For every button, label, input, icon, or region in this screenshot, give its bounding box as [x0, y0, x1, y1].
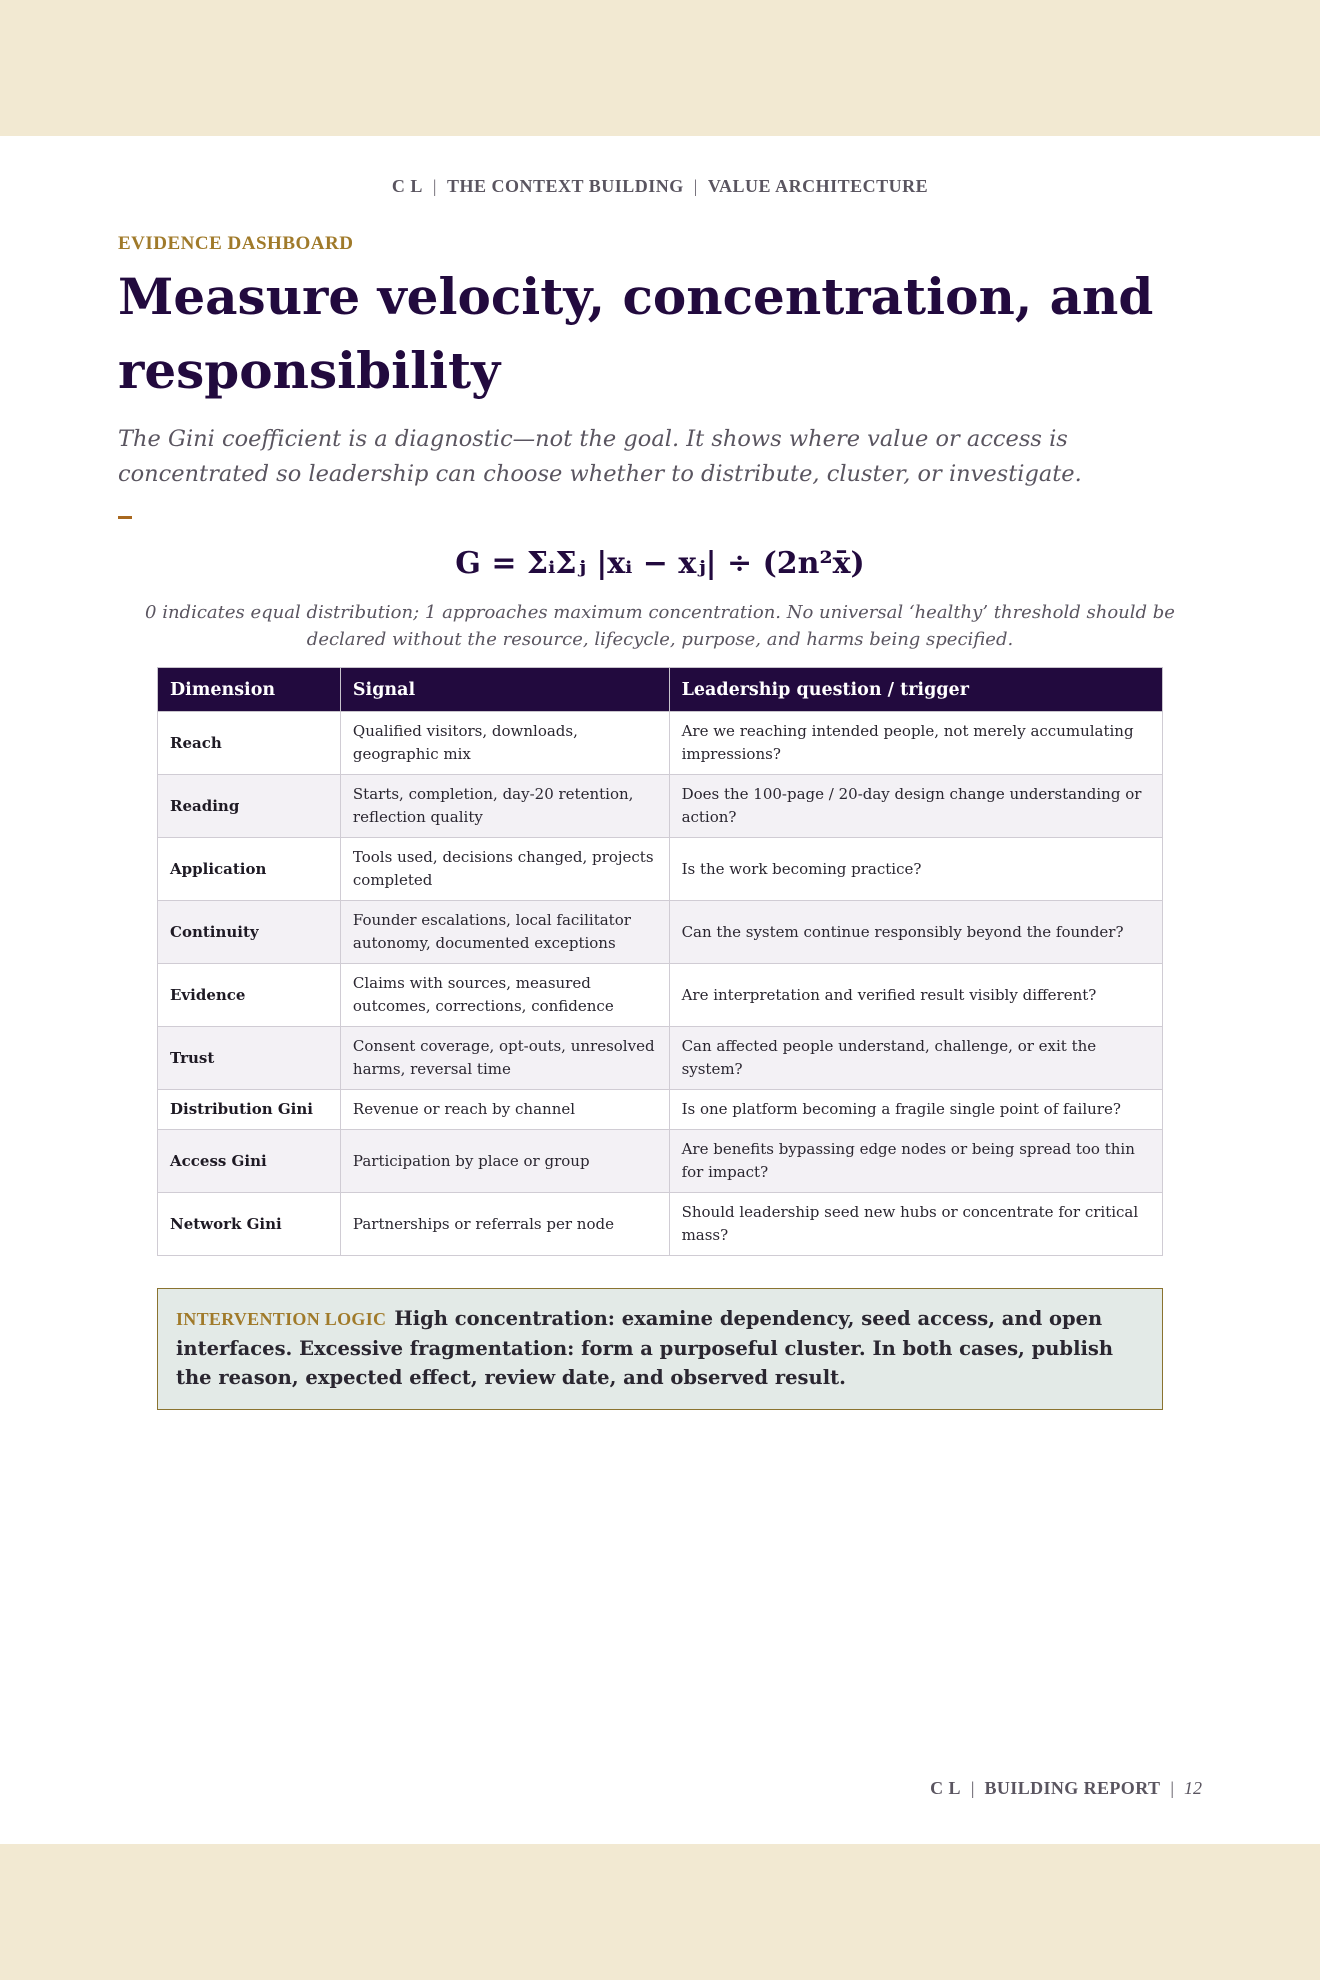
dimension-cell: Distribution Gini: [158, 1090, 341, 1130]
column-header-leadership-question: Leadership question / trigger: [669, 668, 1162, 712]
evidence-dashboard-table: [157, 667, 1163, 1256]
table-row: [158, 1193, 1163, 1256]
question-cell: Can the system continue responsibly beyond the founder?: [669, 901, 1162, 964]
question-cell: Is the work becoming practice?: [669, 838, 1162, 901]
table-row: [158, 712, 1163, 775]
gini-formula: G = ΣᵢΣⱼ |xᵢ − xⱼ| ÷ (2n²x̄): [455, 546, 865, 581]
table-row: [158, 1130, 1163, 1193]
signal-cell: Partnerships or referrals per node: [340, 1193, 669, 1256]
table-row: [158, 775, 1163, 838]
dimension-cell: Trust: [158, 1027, 341, 1090]
question-cell: Are interpretation and verified result visibly different?: [669, 964, 1162, 1027]
signal-cell: Participation by place or group: [340, 1130, 669, 1193]
section-eyebrow: EVIDENCE DASHBOARD: [118, 233, 354, 254]
question-cell: Can affected people understand, challenge, or exit the system?: [669, 1027, 1162, 1090]
dimension-cell: Application: [158, 838, 341, 901]
table-row: [158, 964, 1163, 1027]
header-section: THE CONTEXT BUILDING: [447, 176, 684, 196]
signal-cell: Founder escalations, local facilitator autonomy, documented exceptions: [340, 901, 669, 964]
formula-note: 0 indicates equal distribution; 1 approaches maximum concentration. No universal ‘healthy’ threshold should be declared without the resource, lifecycle, purpose, and harms being specified.: [145, 602, 1175, 650]
signal-cell: Consent coverage, opt-outs, unresolved harms, reversal time: [340, 1027, 669, 1090]
signal-cell: Claims with sources, measured outcomes, corrections, confidence: [340, 964, 669, 1027]
table-row: [158, 901, 1163, 964]
header-subsection: VALUE ARCHITECTURE: [707, 176, 929, 196]
table-row: [158, 1027, 1163, 1090]
header-brand: C L: [391, 176, 423, 196]
dimension-cell: Evidence: [158, 964, 341, 1027]
table-row: [158, 838, 1163, 901]
signal-cell: Qualified visitors, downloads, geographic mix: [340, 712, 669, 775]
page-title: Measure velocity, concentration, and responsibility: [118, 267, 1154, 400]
column-header-dimension: Dimension: [158, 668, 341, 712]
header-separator: |: [432, 176, 438, 196]
running-header: [0, 176, 1320, 197]
page-number: 12: [1184, 1778, 1202, 1798]
intervention-logic-callout: [157, 1288, 1163, 1410]
question-cell: Should leadership seed new hubs or concentrate for critical mass?: [669, 1193, 1162, 1256]
column-header-signal: Signal: [340, 668, 669, 712]
footer-separator: |: [970, 1778, 975, 1798]
table-row: [158, 1090, 1163, 1130]
footer-report-name: BUILDING REPORT: [984, 1778, 1161, 1798]
question-cell: Does the 100-page / 20-day design change understanding or action?: [669, 775, 1162, 838]
callout-tag: INTERVENTION LOGIC: [176, 1309, 387, 1329]
question-cell: Are we reaching intended people, not merely accumulating impressions?: [669, 712, 1162, 775]
signal-cell: Revenue or reach by channel: [340, 1090, 669, 1130]
lede-paragraph: The Gini coefficient is a diagnostic—not the goal. It shows where value or access is concentrated so leadership can choose whether to distribute, cluster, or investigate.: [118, 426, 1082, 487]
dimension-cell: Network Gini: [158, 1193, 341, 1256]
dimension-cell: Continuity: [158, 901, 341, 964]
report-page: [0, 136, 1320, 1844]
callout-text: High concentration: examine dependency, seed access, and open interfaces. Excessive fragmentation: form a purposeful cluster. In both cases, publish the reason, expected effect, review date, and observed result.: [176, 1307, 1114, 1389]
dimension-cell: Reading: [158, 775, 341, 838]
signal-cell: Starts, completion, day-20 retention, reflection quality: [340, 775, 669, 838]
page-footer: [930, 1778, 1202, 1799]
accent-rule: [118, 516, 132, 519]
question-cell: Is one platform becoming a fragile single point of failure?: [669, 1090, 1162, 1130]
signal-cell: Tools used, decisions changed, projects completed: [340, 838, 669, 901]
question-cell: Are benefits bypassing edge nodes or being spread too thin for impact?: [669, 1130, 1162, 1193]
table-header-row: [158, 668, 1163, 712]
footer-brand: C L: [930, 1778, 961, 1798]
dimension-cell: Reach: [158, 712, 341, 775]
header-separator: |: [693, 176, 698, 196]
dimension-cell: Access Gini: [158, 1130, 341, 1193]
footer-separator: |: [1170, 1778, 1174, 1798]
